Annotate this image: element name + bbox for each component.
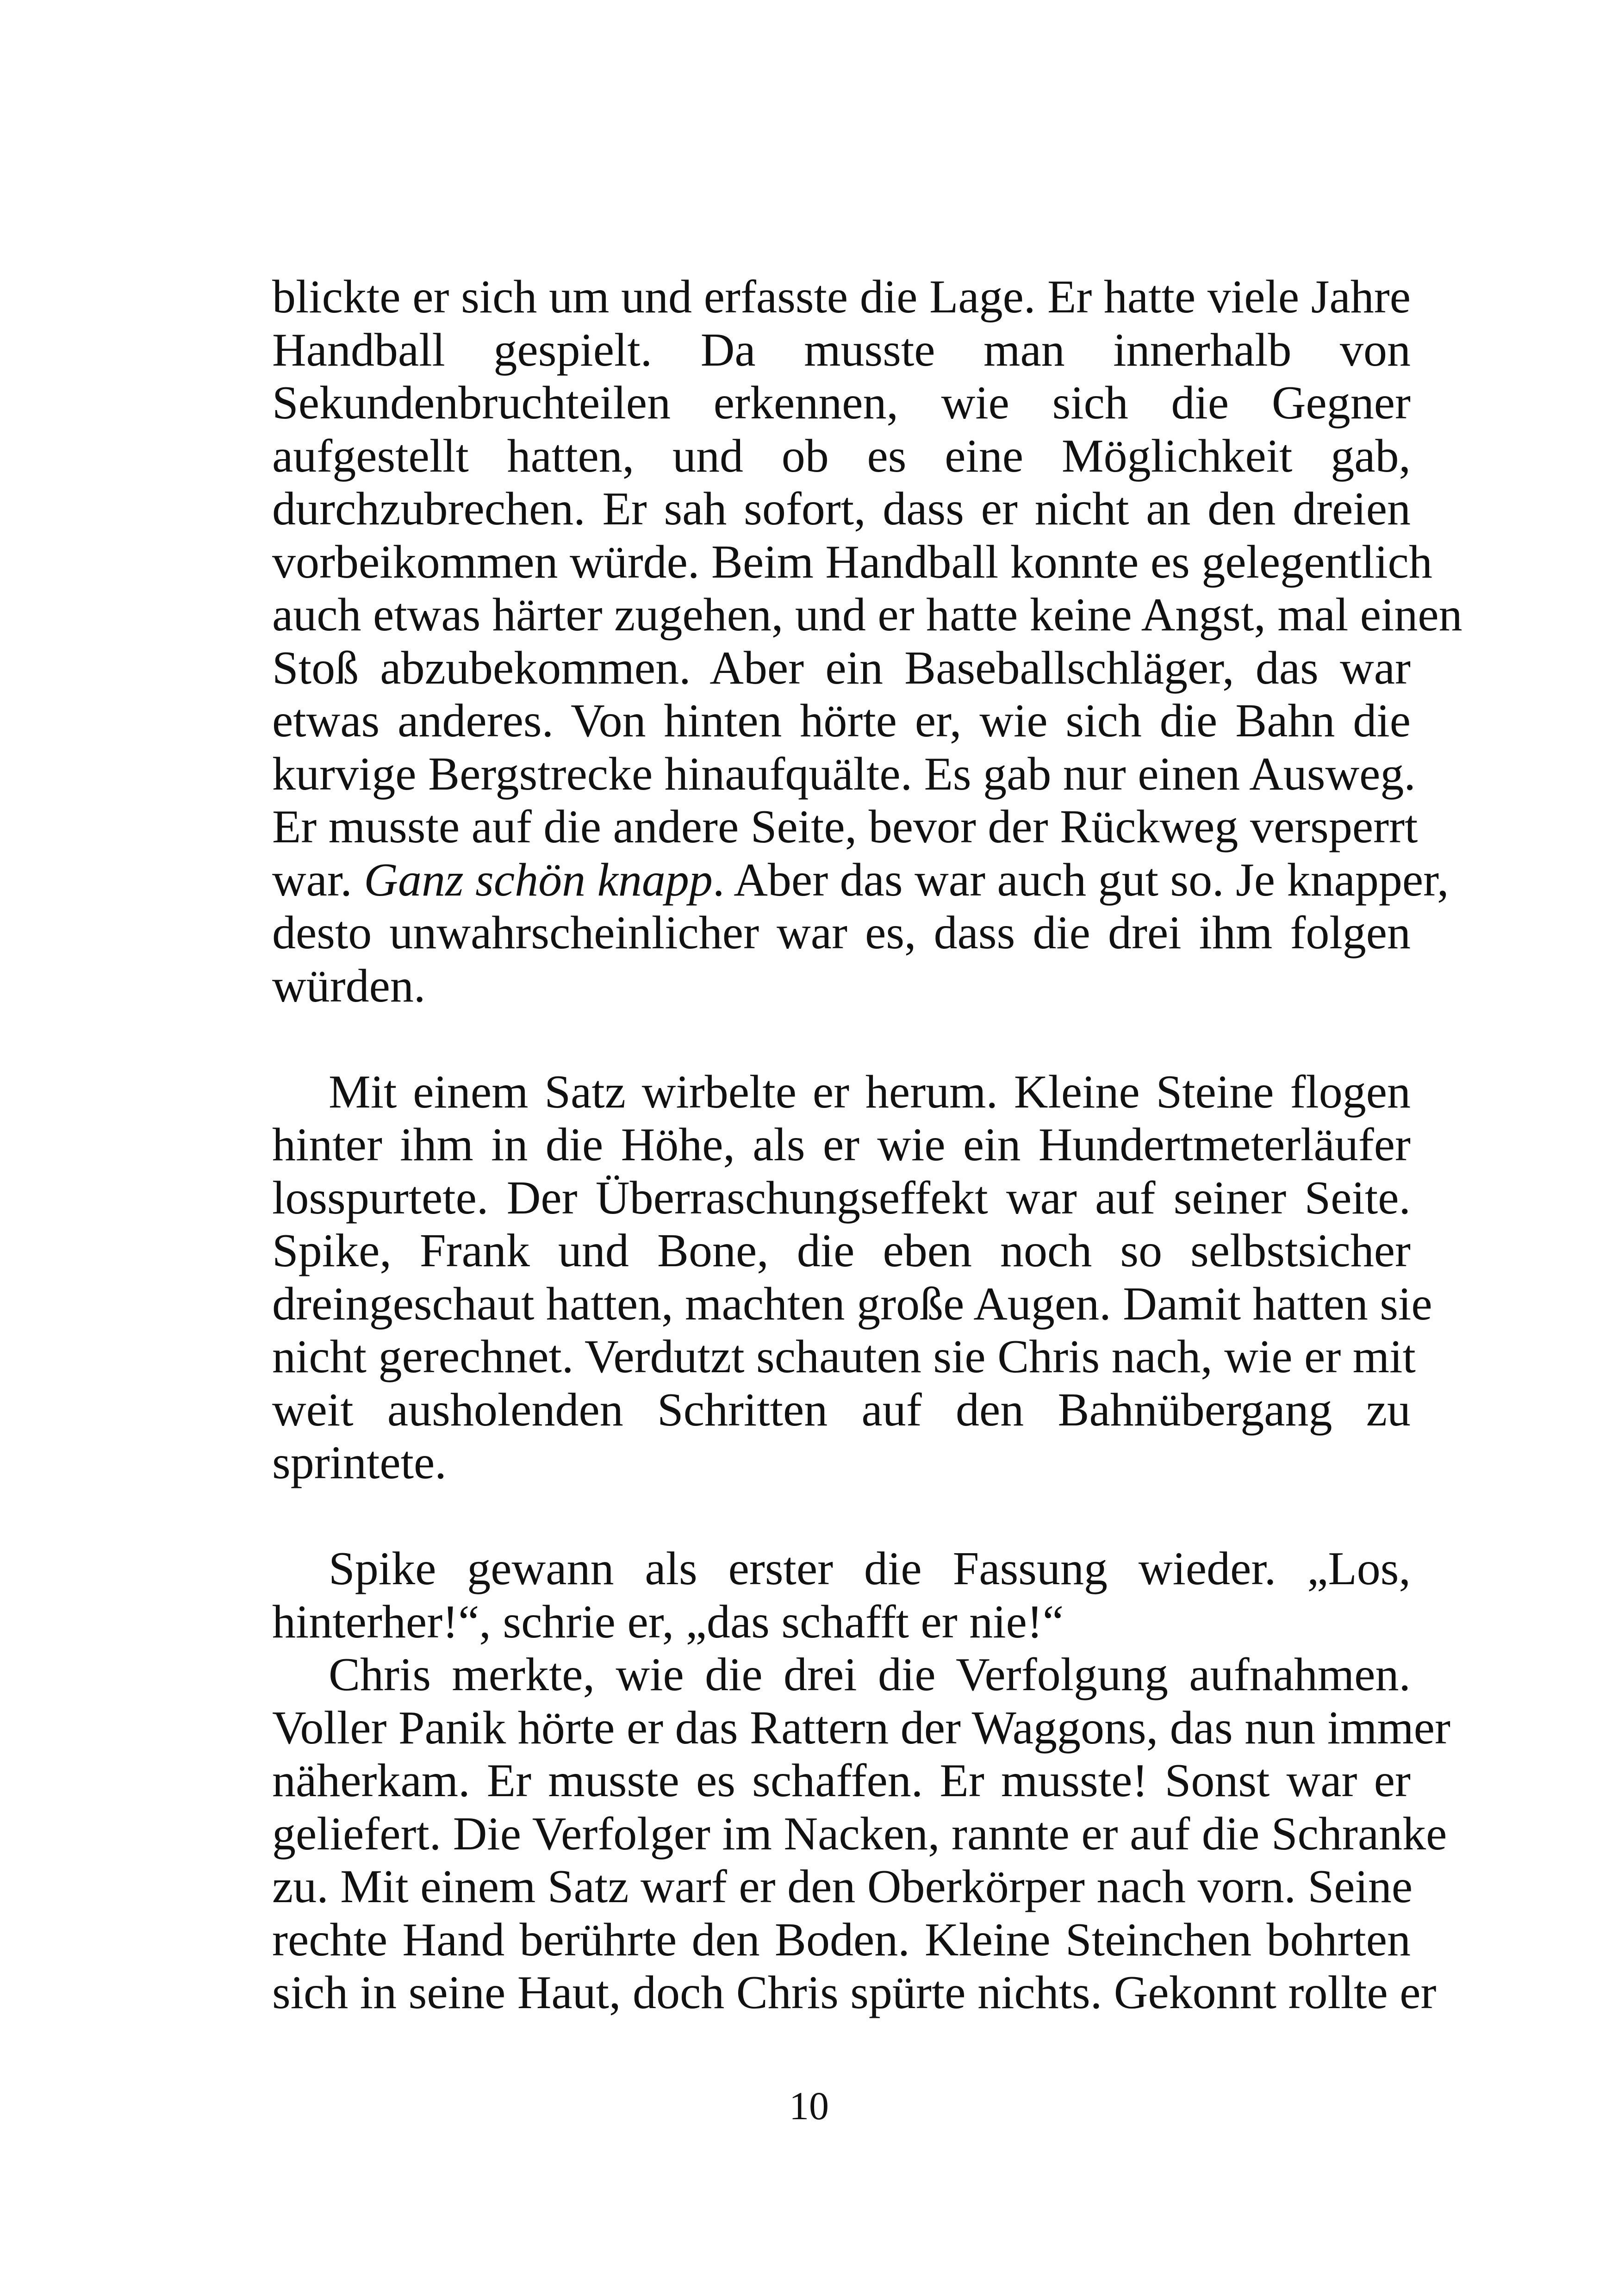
text-line: dreingeschaut hatten, machten große Augen. Damit hatten sie	[272, 1277, 1432, 1330]
text-line: durchzubrechen. Er sah sofort, dass er nicht an den dreien	[272, 483, 1411, 535]
text-line: Spike, Frank und Bone, die eben noch so selbstsicher	[272, 1225, 1411, 1277]
text-line: Stoß abzubekommen. Aber ein Baseballschläger, das war	[272, 641, 1411, 694]
text-line: sprintete.	[272, 1437, 447, 1489]
paragraph-gap	[272, 1490, 1411, 1543]
text-line: Er musste auf die andere Seite, bevor der Rückweg versperrt	[272, 801, 1418, 853]
text-line: Mit einem Satz wirbelte er herum. Kleine Steine flogen	[329, 1065, 1411, 1118]
paragraph-3	[272, 1543, 1411, 1649]
text-line: hinter ihm in die Höhe, als er wie ein Hundertmeterläufer	[272, 1119, 1411, 1171]
text-line: losspurtete. Der Überraschungseffekt war auf seiner Seite.	[272, 1171, 1411, 1224]
paragraph-gap	[272, 1013, 1411, 1066]
paragraph-4	[272, 1649, 1450, 2020]
text-line: Sekundenbruchteilen erkennen, wie sich die Gegner	[272, 377, 1411, 429]
text-line: vorbeikommen würde. Beim Handball konnte es gelegentlich	[272, 535, 1432, 588]
text-line: kurvige Bergstrecke hinaufquälte. Es gab nur einen Ausweg.	[272, 747, 1416, 800]
page-number: 10	[789, 2084, 829, 2128]
text-line: etwas anderes. Von hinten hörte er, wie sich die Bahn die	[272, 695, 1411, 747]
text-line: Voller Panik hörte er das Rattern der Waggons, das nun immer	[272, 1701, 1450, 1754]
text-line: weit ausholenden Schritten auf den Bahnübergang zu	[272, 1383, 1411, 1436]
text-line: rechte Hand berührte den Boden. Kleine Steinchen bohrten	[272, 1913, 1411, 1966]
text-line: auch etwas härter zugehen, und er hatte keine Angst, mal einen	[272, 589, 1462, 641]
text-line: sich in seine Haut, doch Chris spürte nichts. Gekonnt rollte er	[272, 1966, 1437, 2019]
paragraph-2	[272, 1065, 1432, 1490]
text-line: zu. Mit einem Satz warf er den Oberkörper nach vorn. Seine	[272, 1860, 1413, 1913]
text-line: Chris merkte, wie die drei die Verfolgung aufnahmen.	[329, 1649, 1411, 1701]
italic-phrase: Ganz schön knapp	[364, 853, 713, 906]
text-line: blickte er sich um und erfasste die Lage. Er hatte viele Jahre	[272, 271, 1411, 323]
text-line: Spike gewann als erster die Fassung wieder. „Los,	[329, 1543, 1411, 1595]
text-line: geliefert. Die Verfolger im Nacken, rannte er auf die Schranke	[272, 1807, 1447, 1860]
text-line: war. Ganz schön knapp. Aber das war auch gut so. Je knapper,	[272, 853, 1449, 906]
paragraph-1	[272, 271, 1462, 1013]
text-line: aufgestellt hatten, und ob es eine Möglichkeit gab,	[272, 429, 1411, 482]
text-line: hinterher!“, schrie er, „das schafft er nie!“	[272, 1595, 1064, 1648]
text-line: Handball gespielt. Da musste man innerhalb von	[272, 324, 1411, 376]
text-line: würden.	[272, 959, 426, 1012]
text-line: desto unwahrscheinlicher war es, dass die drei ihm folgen	[272, 907, 1411, 959]
page-body	[272, 271, 1462, 2020]
text-line: nicht gerechnet. Verdutzt schauten sie Chris nach, wie er mit	[272, 1331, 1416, 1383]
text-line: näherkam. Er musste es schaffen. Er musste! Sonst war er	[272, 1755, 1411, 1807]
